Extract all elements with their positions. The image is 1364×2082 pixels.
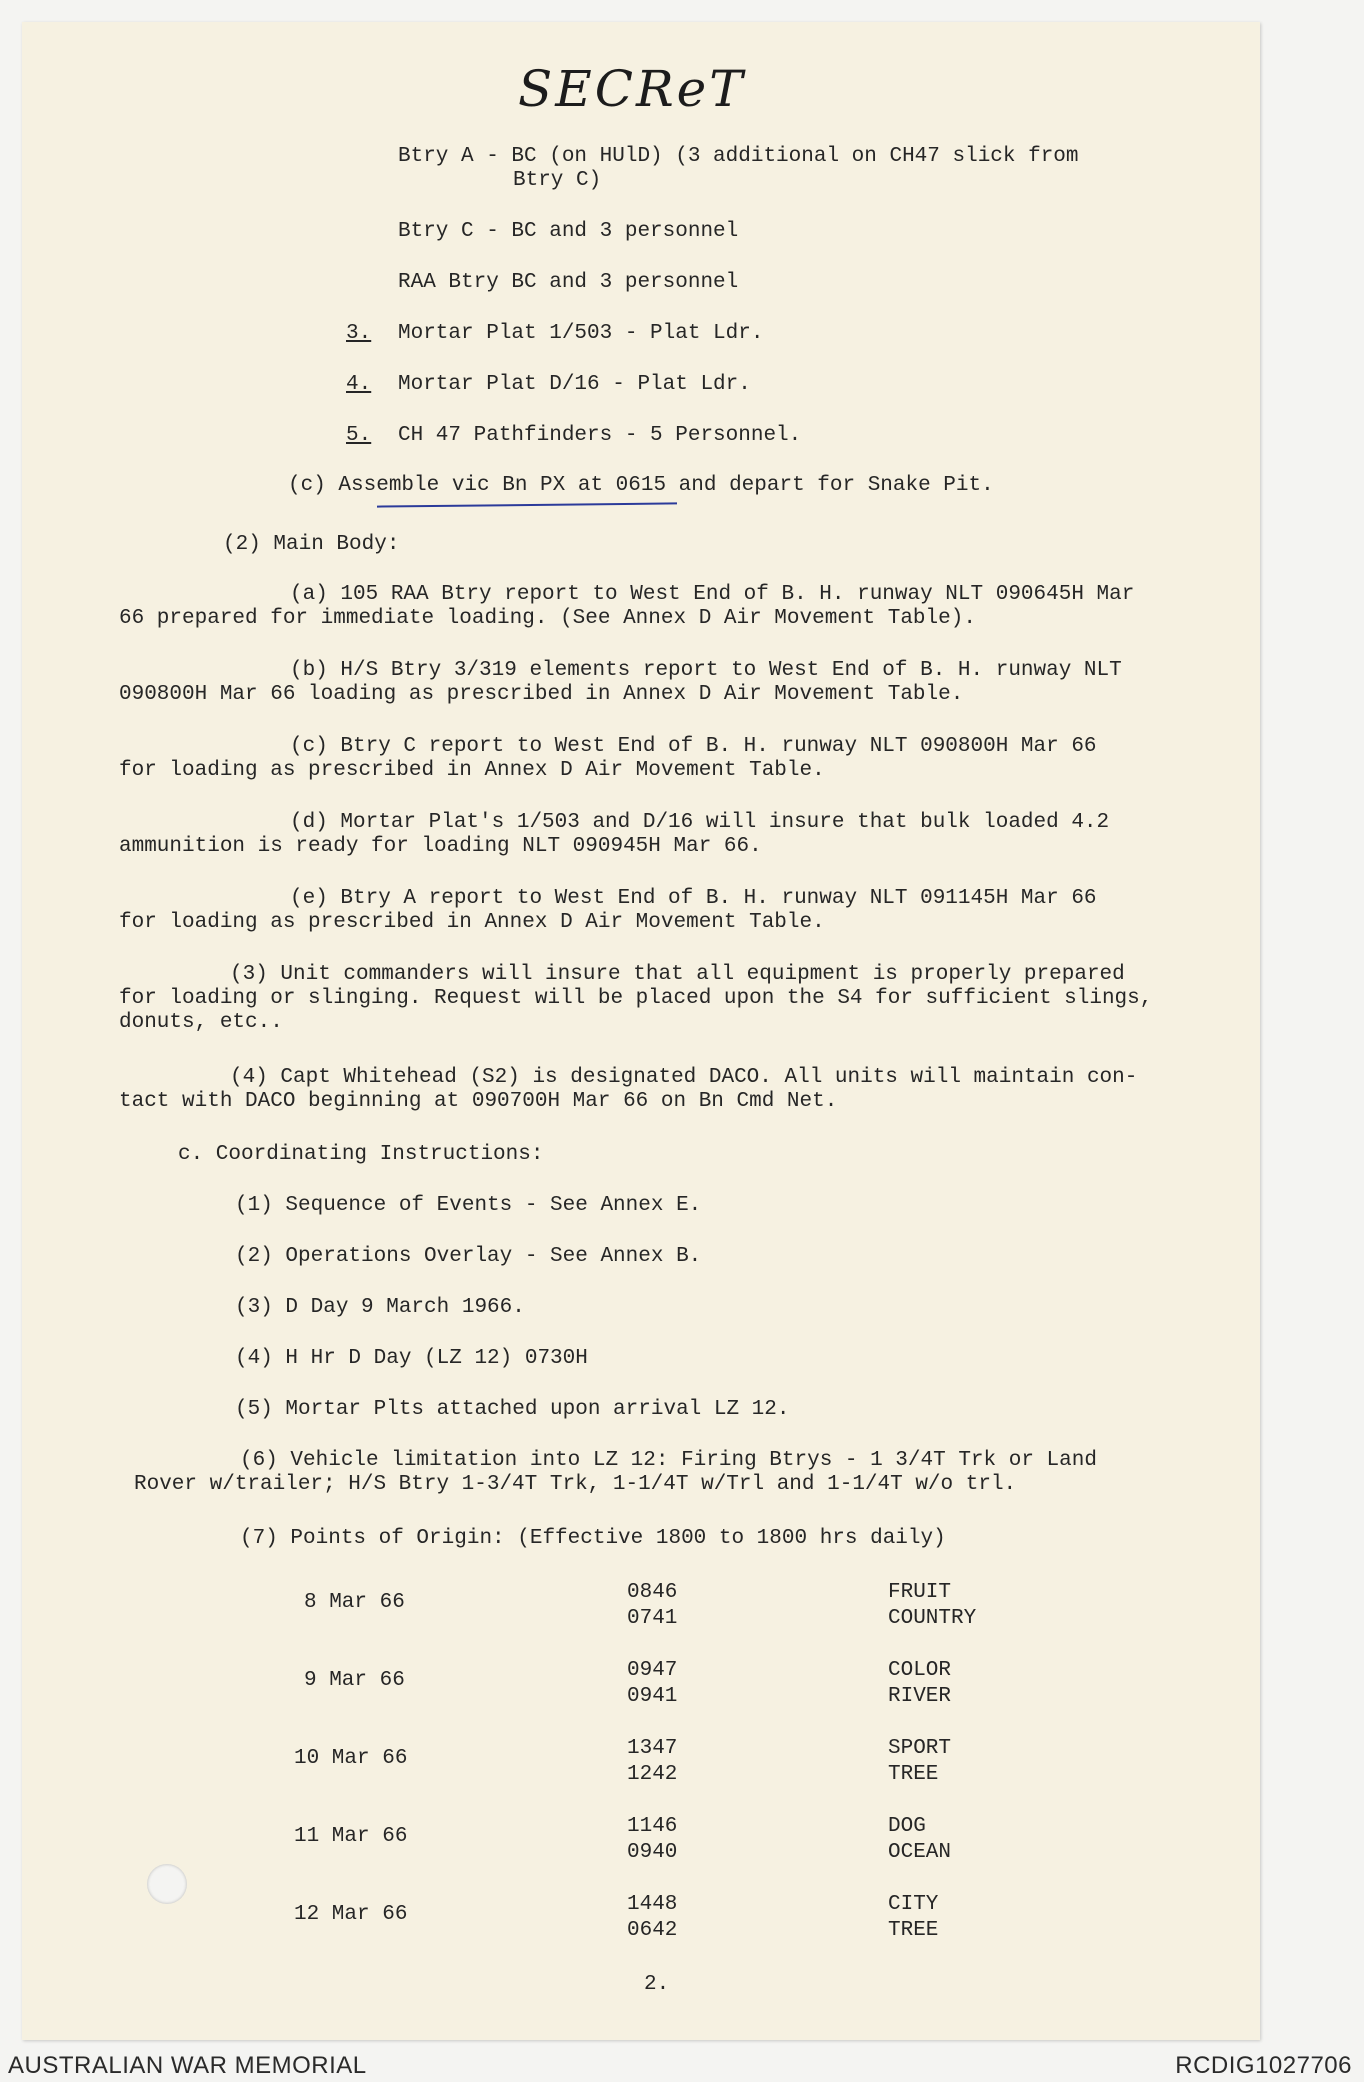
footer-institution: AUSTRALIAN WAR MEMORIAL [8, 2052, 367, 2079]
text-line: CH 47 Pathfinders - 5 Personnel. [398, 424, 802, 447]
text-line: (6) Vehicle limitation into LZ 12: Firing Btrys - 1 3/4T Trk or Land [240, 1449, 1097, 1472]
text-line: (3) Unit commanders will insure that all equipment is properly prepared [230, 963, 1125, 986]
text-line: tact with DACO beginning at 090700H Mar 66 on Bn Cmd Net. [119, 1090, 838, 1113]
text-line: ammunition is ready for loading NLT 090945H Mar 66. [119, 835, 762, 858]
origin-codename: TREE [888, 1919, 939, 1942]
text-line: (2) Operations Overlay - See Annex B. [235, 1245, 702, 1268]
text-line: (c) Assemble vic Bn PX at 0615 and depart for Snake Pit. [288, 474, 994, 497]
text-line: (4) H Hr D Day (LZ 12) 0730H [235, 1347, 588, 1370]
origin-codename: COLOR [888, 1659, 952, 1682]
page-number: 2. [644, 1973, 670, 1996]
text-line: for loading or slinging. Request will be placed upon the S4 for sufficient slings, [119, 987, 1153, 1010]
document-page [22, 22, 1260, 2040]
footer-catalogue-id: RCDIG1027706 [1175, 2052, 1352, 2079]
text-line: for loading as prescribed in Annex D Air Movement Table. [119, 911, 825, 934]
origin-coordinate: 0947 [627, 1659, 678, 1682]
text-line: Btry C) [513, 169, 602, 192]
origin-coordinate: 0642 [627, 1919, 678, 1942]
text-line: 090800H Mar 66 loading as prescribed in Annex D Air Movement Table. [119, 683, 964, 706]
text-line: Btry A - BC (on HUlD) (3 additional on CH47 slick from [398, 145, 1079, 168]
handwritten-underline [377, 502, 677, 507]
origin-coordinate: 1146 [627, 1815, 678, 1838]
text-line: (2) Main Body: [223, 533, 400, 556]
origin-date: 10 Mar 66 [294, 1747, 408, 1770]
origin-date: 12 Mar 66 [294, 1903, 408, 1926]
list-number: 5. [346, 424, 372, 447]
text-line: donuts, etc.. [119, 1011, 283, 1034]
origin-coordinate: 0940 [627, 1841, 678, 1864]
origin-codename: COUNTRY [888, 1607, 977, 1630]
text-line: (7) Points of Origin: (Effective 1800 to 1800 hrs daily) [240, 1527, 946, 1550]
list-number: 4. [346, 373, 372, 396]
text-line: (1) Sequence of Events - See Annex E. [235, 1194, 702, 1217]
origin-codename: FRUIT [888, 1581, 952, 1604]
text-line: Btry C - BC and 3 personnel [398, 220, 739, 243]
text-line: (a) 105 RAA Btry report to West End of B. H. runway NLT 090645H Mar [290, 583, 1135, 606]
origin-coordinate: 0846 [627, 1581, 678, 1604]
text-line: Rover w/trailer; H/S Btry 1-3/4T Trk, 1-1/4T w/Trl and 1-1/4T w/o trl. [134, 1473, 1017, 1496]
text-line: RAA Btry BC and 3 personnel [398, 271, 739, 294]
text-line: (5) Mortar Plts attached upon arrival LZ 12. [235, 1398, 790, 1421]
origin-codename: DOG [888, 1815, 926, 1838]
text-line: (3) D Day 9 March 1966. [235, 1296, 525, 1319]
text-line: (c) Btry C report to West End of B. H. runway NLT 090800H Mar 66 [290, 735, 1097, 758]
origin-date: 8 Mar 66 [304, 1591, 405, 1614]
text-line: 66 prepared for immediate loading. (See Annex D Air Movement Table). [119, 607, 976, 630]
origin-coordinate: 1347 [627, 1737, 678, 1760]
origin-date: 9 Mar 66 [304, 1669, 405, 1692]
origin-coordinate: 1448 [627, 1893, 678, 1916]
section-heading: c. Coordinating Instructions: [178, 1143, 544, 1166]
origin-coordinate: 0941 [627, 1685, 678, 1708]
origin-date: 11 Mar 66 [294, 1825, 408, 1848]
text-line: for loading as prescribed in Annex D Air Movement Table. [119, 759, 825, 782]
secret-handwritten-mark: SECReT [518, 60, 746, 118]
origin-coordinate: 0741 [627, 1607, 678, 1630]
origin-codename: OCEAN [888, 1841, 952, 1864]
origin-codename: TREE [888, 1763, 939, 1786]
text-line: Mortar Plat 1/503 - Plat Ldr. [398, 322, 764, 345]
text-line: (b) H/S Btry 3/319 elements report to West End of B. H. runway NLT [290, 659, 1122, 682]
text-line: Mortar Plat D/16 - Plat Ldr. [398, 373, 751, 396]
text-line: (4) Capt Whitehead (S2) is designated DACO. All units will maintain con- [230, 1066, 1138, 1089]
text-line: (d) Mortar Plat's 1/503 and D/16 will insure that bulk loaded 4.2 [290, 811, 1110, 834]
origin-coordinate: 1242 [627, 1763, 678, 1786]
text-line: (e) Btry A report to West End of B. H. runway NLT 091145H Mar 66 [290, 887, 1097, 910]
origin-codename: CITY [888, 1893, 939, 1916]
punch-hole [147, 1864, 187, 1904]
list-number: 3. [346, 322, 372, 345]
origin-codename: RIVER [888, 1685, 952, 1708]
origin-codename: SPORT [888, 1737, 952, 1760]
